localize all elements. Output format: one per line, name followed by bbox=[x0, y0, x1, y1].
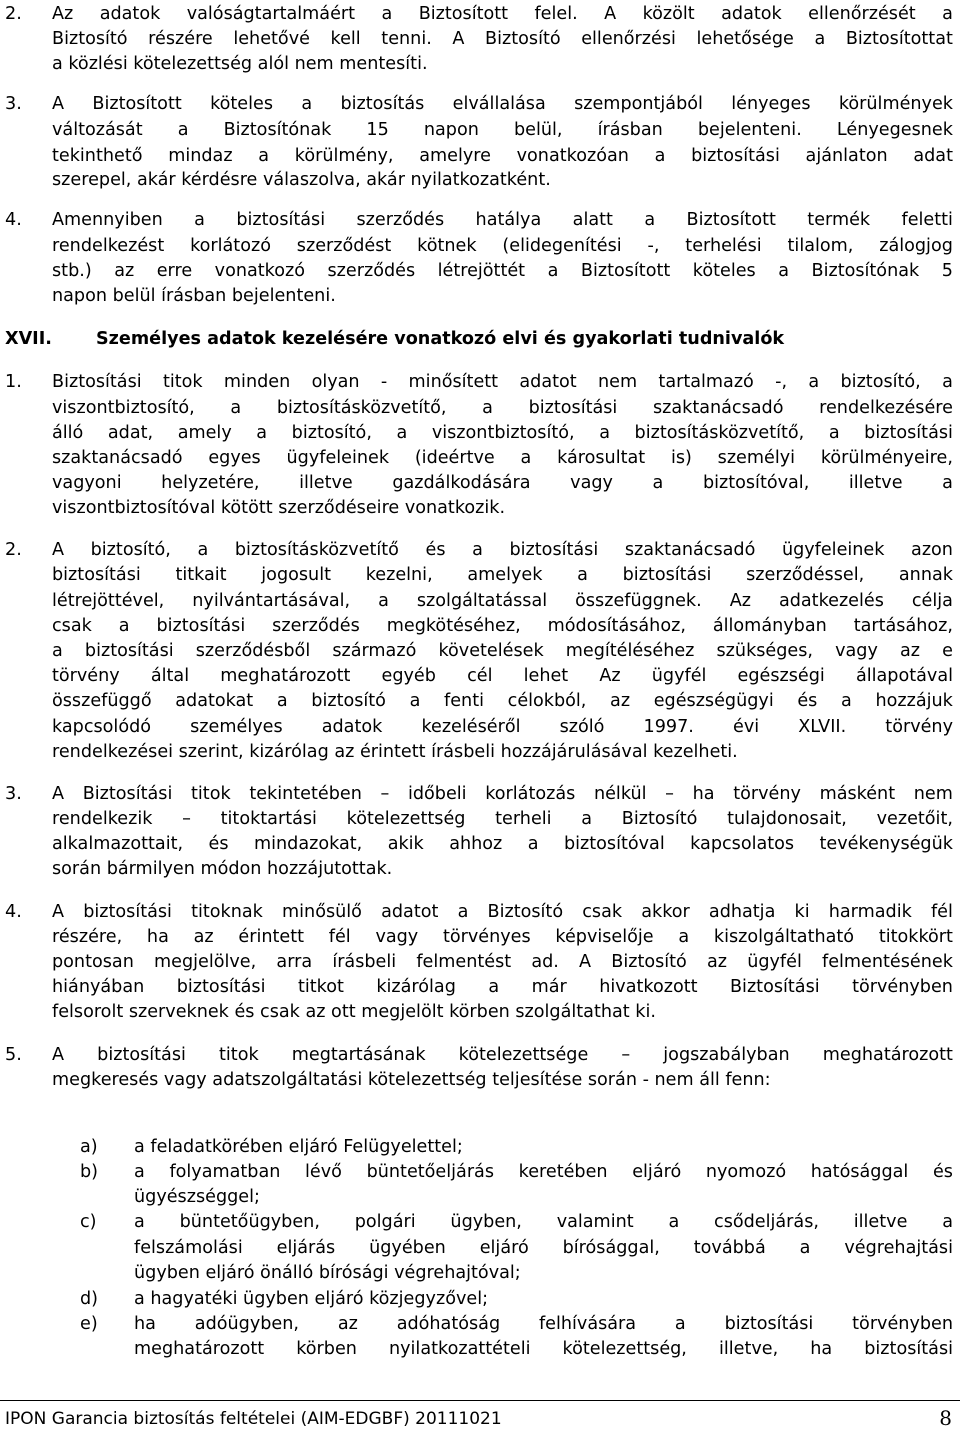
text-line: A biztosítási titoknak minősülő adatot a Biztosító csak akkor adhatja ki harmadik fél bbox=[52, 902, 953, 922]
text-line: Az adatok valóságtartalmáért a Biztosított felel. A közölt adatok ellenőrzését a bbox=[52, 4, 953, 24]
text-line: létrejöttével, nyilvántartásával, a szolgáltatással összefüggnek. Az adatkezelés célja bbox=[52, 591, 953, 611]
item-number: 5. bbox=[5, 1045, 22, 1065]
text-line: alkalmazottait, és mindazokat, akik ahhoz a biztosítóval kapcsolatos tevékenységük bbox=[52, 834, 953, 854]
text-line: változását a Biztosítónak 15 napon belül, írásban bejelenteni. Lényegesnek bbox=[52, 120, 953, 140]
item-number: 1. bbox=[5, 372, 22, 392]
text-line: A biztosító, a biztosításközvetítő és a biztosítási szaktanácsadó ügyfeleinek azon bbox=[52, 540, 953, 560]
text-line: viszontbiztosítóval kötött szerződéseire vonatkozik. bbox=[52, 498, 506, 518]
text-line: viszontbiztosító, a biztosításközvetítő, a biztosítási szaktanácsadó rendelkezésére bbox=[52, 398, 953, 418]
text-line: rendelkezik – titoktartási kötelezettség terheli a Biztosító tulajdonosait, vezetőit, bbox=[52, 809, 953, 829]
text-line: ügyben eljáró önálló bírósági végrehajtóval; bbox=[134, 1263, 521, 1283]
text-line: napon belül írásban bejelenteni. bbox=[52, 286, 336, 306]
text-line: a büntetőügyben, polgári ügyben, valamint a csődeljárás, illetve a bbox=[134, 1212, 953, 1232]
text-line: Biztosítási titok minden olyan - minősített adatot nem tartalmazó -, a biztosító, a bbox=[52, 372, 953, 392]
sub-item-letter: e) bbox=[80, 1314, 98, 1334]
footer-document-title: IPON Garancia biztosítás feltételei (AIM-EDGBF) 20111021 bbox=[5, 1409, 502, 1429]
item-number: 3. bbox=[5, 94, 22, 114]
text-line: szaktanácsadó egyes ügyfeleinek (ideértve a károsultat is) személyi körülményeire, bbox=[52, 448, 953, 468]
text-line: rendelkezései szerint, kizárólag az érintett írásbeli hozzájárulásával kezelheti. bbox=[52, 742, 738, 762]
text-line: vagyoni helyzetére, illetve gazdálkodására vagy a biztosítóval, illetve a bbox=[52, 473, 953, 493]
text-line: megkeresés vagy adatszolgáltatási kötelezettség teljesítése során - nem áll fenn: bbox=[52, 1070, 771, 1090]
text-line: a biztosítási szerződésből származó követelések megítéléséhez szükséges, vagy az e bbox=[52, 641, 953, 661]
text-line: stb.) az erre vonatkozó szerződés létrejöttét a Biztosított köteles a Biztosítónak 5 bbox=[52, 261, 953, 281]
text-line: A Biztosított köteles a biztosítás elvállalása szempontjából lényeges körülmények bbox=[52, 94, 953, 114]
text-line: biztosítási titkait jogosult kezelni, amelyek a biztosítási szerződéssel, annak bbox=[52, 565, 953, 585]
text-line: Biztosító részére lehetővé kell tenni. A Biztosító ellenőrzési lehetősége a Biztosítottat bbox=[52, 29, 953, 49]
item-number: 2. bbox=[5, 4, 22, 24]
section-title: Személyes adatok kezelésére vonatkozó elvi és gyakorlati tudnivalók bbox=[96, 329, 785, 349]
text-line: álló adat, amely a biztosító, a viszontbiztosító, a biztosításközvetítő, a biztosítási bbox=[52, 423, 953, 443]
text-line: a folyamatban lévő büntetőeljárás keretében eljáró nyomozó hatósággal és bbox=[134, 1162, 953, 1182]
sub-item-letter: d) bbox=[80, 1289, 99, 1309]
text-line: kapcsolódó személyes adatok kezeléséről szóló 1997. évi XLVII. törvény bbox=[52, 717, 953, 737]
page-number: 8 bbox=[939, 1406, 952, 1430]
section-number: XVII. bbox=[5, 329, 52, 349]
sub-item-letter: a) bbox=[80, 1137, 98, 1157]
text-line: A biztosítási titok megtartásának kötelezettsége – jogszabályban meghatározott bbox=[52, 1045, 953, 1065]
item-number: 4. bbox=[5, 902, 22, 922]
text-line: A Biztosítási titok tekintetében – időbeli korlátozás nélkül – ha törvény másként nem bbox=[52, 784, 953, 804]
sub-item-letter: c) bbox=[80, 1212, 97, 1232]
text-line: hiányában biztosítási titkot kizárólag a már hivatkozott Biztosítási törvényben bbox=[52, 977, 953, 997]
text-line: szerepel, akár kérdésre válaszolva, akár nyilatkozatként. bbox=[52, 170, 551, 190]
text-line: felsorolt szerveknek és csak az ott megjelölt körben szolgáltathat ki. bbox=[52, 1002, 656, 1022]
text-line: tekinthető mindaz a körülmény, amelyre vonatkozóan a biztosítási ajánlaton adat bbox=[52, 146, 953, 166]
text-line: Amennyiben a biztosítási szerződés hatálya alatt a Biztosított termék feletti bbox=[52, 210, 953, 230]
text-line: ha adóügyben, az adóhatóság felhívására a biztosítási törvényben bbox=[134, 1314, 953, 1334]
text-line: részére, ha az érintett fél vagy törvényes képviselője a kiszolgáltatható titokkört bbox=[52, 927, 953, 947]
text-line: meghatározott körben nyilatkozattételi kötelezettség, illetve, ha biztosítási bbox=[134, 1339, 953, 1359]
item-number: 4. bbox=[5, 210, 22, 230]
text-line: során bármilyen módon hozzájutottak. bbox=[52, 859, 393, 879]
text-line: pontosan megjelölve, arra írásbeli felmentést ad. A Biztosító az ügyfél felmentésének bbox=[52, 952, 953, 972]
item-number: 2. bbox=[5, 540, 22, 560]
text-line: ügyészséggel; bbox=[134, 1187, 260, 1207]
item-number: 3. bbox=[5, 784, 22, 804]
text-line: a közlési kötelezettség alól nem mentesíti. bbox=[52, 54, 428, 74]
text-line: törvény által meghatározott egyéb cél lehet Az ügyfél egészségi állapotával bbox=[52, 666, 953, 686]
text-line: a feladatkörében eljáró Felügyelettel; bbox=[134, 1137, 463, 1157]
text-line: felszámolási eljárás ügyében eljáró bírósággal, továbbá a végrehajtási bbox=[134, 1238, 953, 1258]
sub-item-letter: b) bbox=[80, 1162, 99, 1182]
text-line: rendelkezést korlátozó szerződést kötnek (elidegenítési -, terhelési tilalom, zálogjog bbox=[52, 236, 953, 256]
text-line: összefüggő adatokat a biztosító a fenti célokból, az egészségügyi és a hozzájuk bbox=[52, 691, 953, 711]
text-line: a hagyatéki ügyben eljáró közjegyzővel; bbox=[134, 1289, 489, 1309]
footer-divider bbox=[0, 1400, 960, 1401]
text-line: csak a biztosítási szerződés megkötéséhez, módosításához, állományban tartásához, bbox=[52, 616, 953, 636]
